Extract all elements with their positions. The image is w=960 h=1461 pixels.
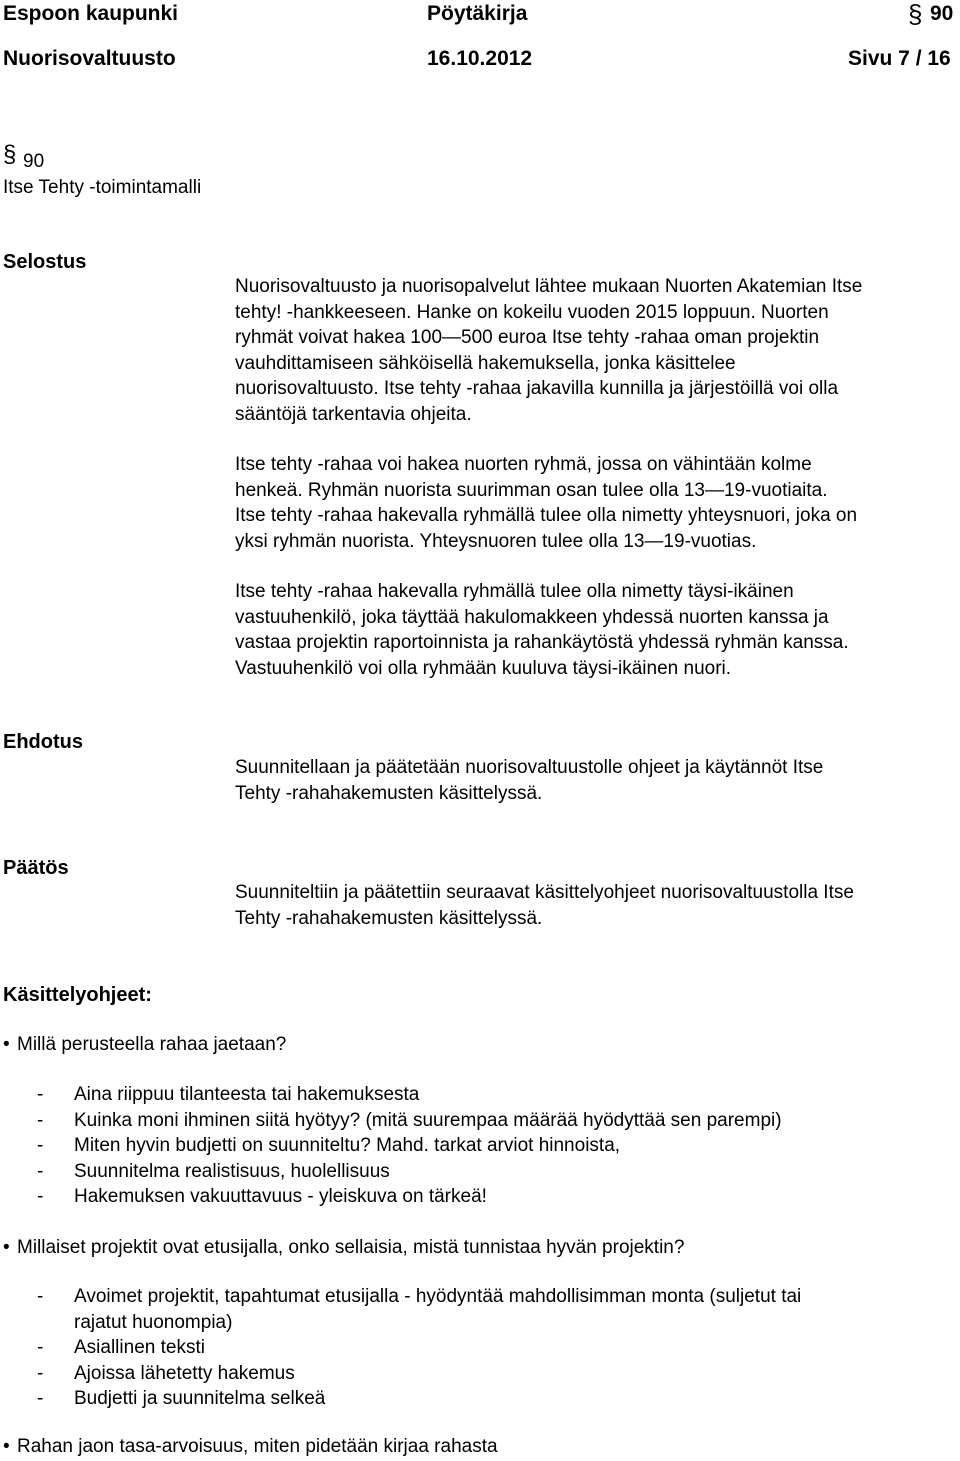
- dash-icon: -: [37, 1160, 44, 1182]
- header-date: 16.10.2012: [427, 47, 533, 70]
- section-title: Itse Tehty -toimintamalli: [3, 177, 202, 198]
- text-line: yksi ryhmän nuorista. Yhteysnuoren tulee olla 13—19-vuotias.: [235, 530, 757, 552]
- list-item-continuation: rajatut huonompia): [74, 1311, 233, 1333]
- dash-icon: -: [37, 1109, 44, 1131]
- bullet-icon: •: [3, 1034, 10, 1055]
- text-line: Itse tehty -rahaa hakevalla ryhmällä tulee olla nimetty täysi-ikäinen: [235, 581, 794, 602]
- text-line: vastaa projektin raportoinnista ja rahankäytöstä yhdessä ryhmän kanssa.: [235, 632, 849, 653]
- header-item-number: 90: [930, 2, 954, 25]
- header-page: Sivu 7 / 16: [848, 47, 951, 70]
- dash-icon: -: [37, 1084, 44, 1105]
- list-item: - Suunnitelma realistisuus, huolellisuus: [37, 1159, 937, 1185]
- list-item: - Ajoissa lähetetty hakemus: [37, 1361, 937, 1387]
- selostus-label: Selostus: [3, 251, 87, 273]
- section-number: 90: [23, 151, 45, 172]
- kasittelyohjeet-label: Käsittelyohjeet:: [3, 984, 152, 1006]
- text-line: nuorisovaltuusto. Itse tehty -rahaa jakavilla kunnilla ja järjestöillä voi olla: [235, 378, 839, 399]
- text-line: Vastuuhenkilö voi olla ryhmään kuuluva täysi-ikäinen nuori.: [235, 657, 732, 679]
- list-item: - Miten hyvin budjetti on suunniteltu? Mahd. tarkat arviot hinnoista,: [37, 1133, 937, 1159]
- question-text: Millaiset projektit ovat etusijalla, onko sellaisia, mistä tunnistaa hyvän projektin?: [17, 1237, 685, 1258]
- list-item: - Kuinka moni ihminen siitä hyötyy? (mitä suurempaa määrää hyödyttää sen parempi): [37, 1108, 937, 1134]
- header-body: Nuorisovaltuusto: [3, 47, 176, 70]
- paatos-text: [235, 880, 960, 931]
- bullet-icon: •: [3, 1237, 10, 1258]
- text-line: Tehty -rahahakemusten käsittelyssä.: [235, 907, 543, 929]
- bullet-icon: •: [3, 1436, 10, 1457]
- text-line: Itse tehty -rahaa voi hakea nuorten ryhmä, jossa on vähintään kolme: [235, 454, 812, 475]
- selostus-paragraph-2: [235, 452, 960, 554]
- question-3: [3, 1434, 498, 1460]
- dash-icon: -: [37, 1135, 44, 1156]
- text-line: Suunnitellaan ja päätetään nuorisovaltuustolle ohjeet ja käytännöt Itse: [235, 757, 824, 778]
- text-line: Itse tehty -rahaa hakevalla ryhmällä tulee olla nimetty yhteysnuori, joka on: [235, 505, 858, 526]
- question-2: [3, 1235, 684, 1261]
- ehdotus-label: Ehdotus: [3, 731, 83, 753]
- selostus-paragraph-3: [235, 579, 960, 681]
- text-line: vauhdittamiseen sähköisellä hakemuksella, jonka käsittelee: [235, 352, 736, 374]
- header-organization: Espoon kaupunki: [3, 2, 179, 25]
- text-line: ryhmät voivat hakea 100—500 euroa Itse tehty -rahaa oman projektin: [235, 327, 820, 348]
- paatos-label: Päätös: [3, 857, 69, 879]
- section-icon: §: [908, 0, 923, 29]
- text-line: Suunniteltiin ja päätettiin seuraavat käsittelyohjeet nuorisovaltuustolla Itse: [235, 882, 854, 903]
- dash-icon: -: [37, 1286, 44, 1307]
- dash-icon: -: [37, 1362, 44, 1384]
- list-item: - Avoimet projektit, tapahtumat etusijalla - hyödyntää mahdollisimman monta (suljetut tai: [37, 1284, 937, 1310]
- selostus-paragraph-1: [235, 274, 960, 427]
- ehdotus-text: [235, 755, 960, 806]
- dash-icon: -: [37, 1337, 44, 1358]
- text-line: vastuuhenkilö, joka täyttää hakulomakkeen yhdessä nuorten kanssa ja: [235, 606, 829, 628]
- text-line: tehty! -hankkeeseen. Hanke on kokeilu vuoden 2015 loppuun. Nuorten: [235, 301, 829, 323]
- list-item: - Hakemuksen vakuuttavuus - yleiskuva on tärkeä!: [37, 1184, 937, 1210]
- list-item: - Budjetti ja suunnitelma selkeä: [37, 1386, 937, 1412]
- question-2-answers: [37, 1284, 937, 1412]
- question-1-answers: [37, 1082, 937, 1210]
- question-1: [3, 1032, 286, 1058]
- list-item: - Aina riippuu tilanteesta tai hakemuksesta: [37, 1082, 937, 1108]
- dash-icon: -: [37, 1186, 44, 1207]
- list-item: - Asiallinen teksti: [37, 1335, 937, 1361]
- text-line: henkeä. Ryhmän nuorista suurimman osan tulee olla 13—19-vuotiaita.: [235, 479, 828, 501]
- header-document-type: Pöytäkirja: [427, 2, 528, 25]
- text-line: Tehty -rahahakemusten käsittelyssä.: [235, 782, 543, 804]
- section-icon: §: [3, 141, 17, 168]
- text-line: Nuorisovaltuusto ja nuorisopalvelut lähtee mukaan Nuorten Akatemian Itse: [235, 276, 863, 297]
- question-text: Rahan jaon tasa-arvoisuus, miten pidetään kirjaa rahasta: [17, 1436, 498, 1457]
- question-text: Millä perusteella rahaa jaetaan?: [17, 1034, 287, 1055]
- text-line: sääntöjä tarkentavia ohjeita.: [235, 403, 472, 425]
- dash-icon: -: [37, 1388, 44, 1409]
